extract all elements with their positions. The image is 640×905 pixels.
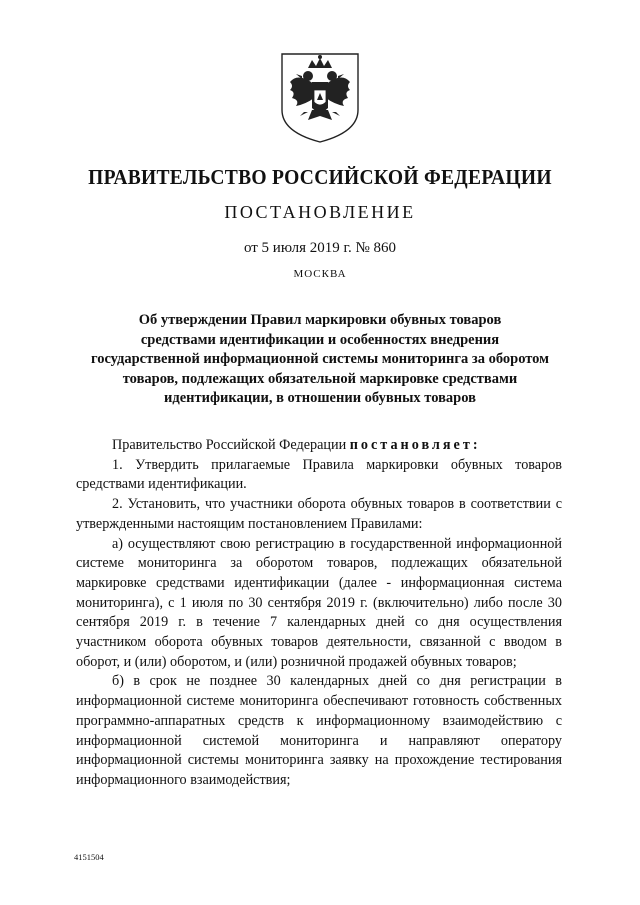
subject-line: Об утверждении Правил маркировки обувных товаров: [138, 312, 502, 328]
document-type: ПОСТАНОВЛЕНИЕ: [224, 202, 416, 222]
intro-paragraph: [76, 436, 562, 456]
decree-word: постановляет:: [349, 437, 481, 453]
document-subject: [60, 311, 580, 409]
subject-line: идентификации, в отношении обувных товаров: [164, 390, 476, 406]
document-body: [76, 436, 562, 791]
subject-line: государственной информационной системы мониторинга за оборотом: [90, 351, 550, 367]
coat-of-arms-icon: [268, 52, 372, 144]
government-title: ПРАВИТЕЛЬСТВО РОССИЙСКОЙ ФЕДЕРАЦИИ: [88, 165, 552, 189]
subject-line: товаров, подлежащих обязательной маркировке средствами: [122, 370, 518, 387]
intro-prefix: Правительство Российской Федерации: [112, 437, 350, 453]
subject-line: средствами идентификации и особенностях внедрения: [140, 331, 500, 348]
document-city: МОСКВА: [293, 268, 347, 280]
document-code: 4151504: [74, 852, 104, 862]
paragraph-2a: а) осуществляют свою регистрацию в государственной информационной системе мониторинга за оборотом товаров, подлежащих обязательной маркировке средствами идентификации (далее - информационная система мониторинга), с 1 июля по 30 сентября 2019 г. (включительно) либо после 30 сентября 2019 г. в течение 7 календарных дней со дня осуществления участником оборота обувных товаров деятельности, связанной с вводом в оборот, и (или) оборотом, и (или) розничной продажей обувных товаров;: [76, 535, 562, 670]
paragraph-1: 1. Утвердить прилагаемые Правила маркировки обувных товаров средствами идентификации.: [76, 456, 562, 493]
paragraph-2: 2. Установить, что участники оборота обувных товаров в соответствии с утвержденными настоящим постановлением Правилами:: [76, 496, 562, 532]
document-date-number: от 5 июля 2019 г. № 860: [243, 240, 397, 256]
paragraph-2b: б) в срок не позднее 30 календарных дней со дня регистрации в информационной системе мониторинга обеспечивают готовность собственных программно-аппаратных средств к информационному взаимодействию с информационной системой мониторинга и направляют оператору информационной системы мониторинга заявку на прохождение тестирования информационного взаимодействия;: [76, 673, 562, 788]
